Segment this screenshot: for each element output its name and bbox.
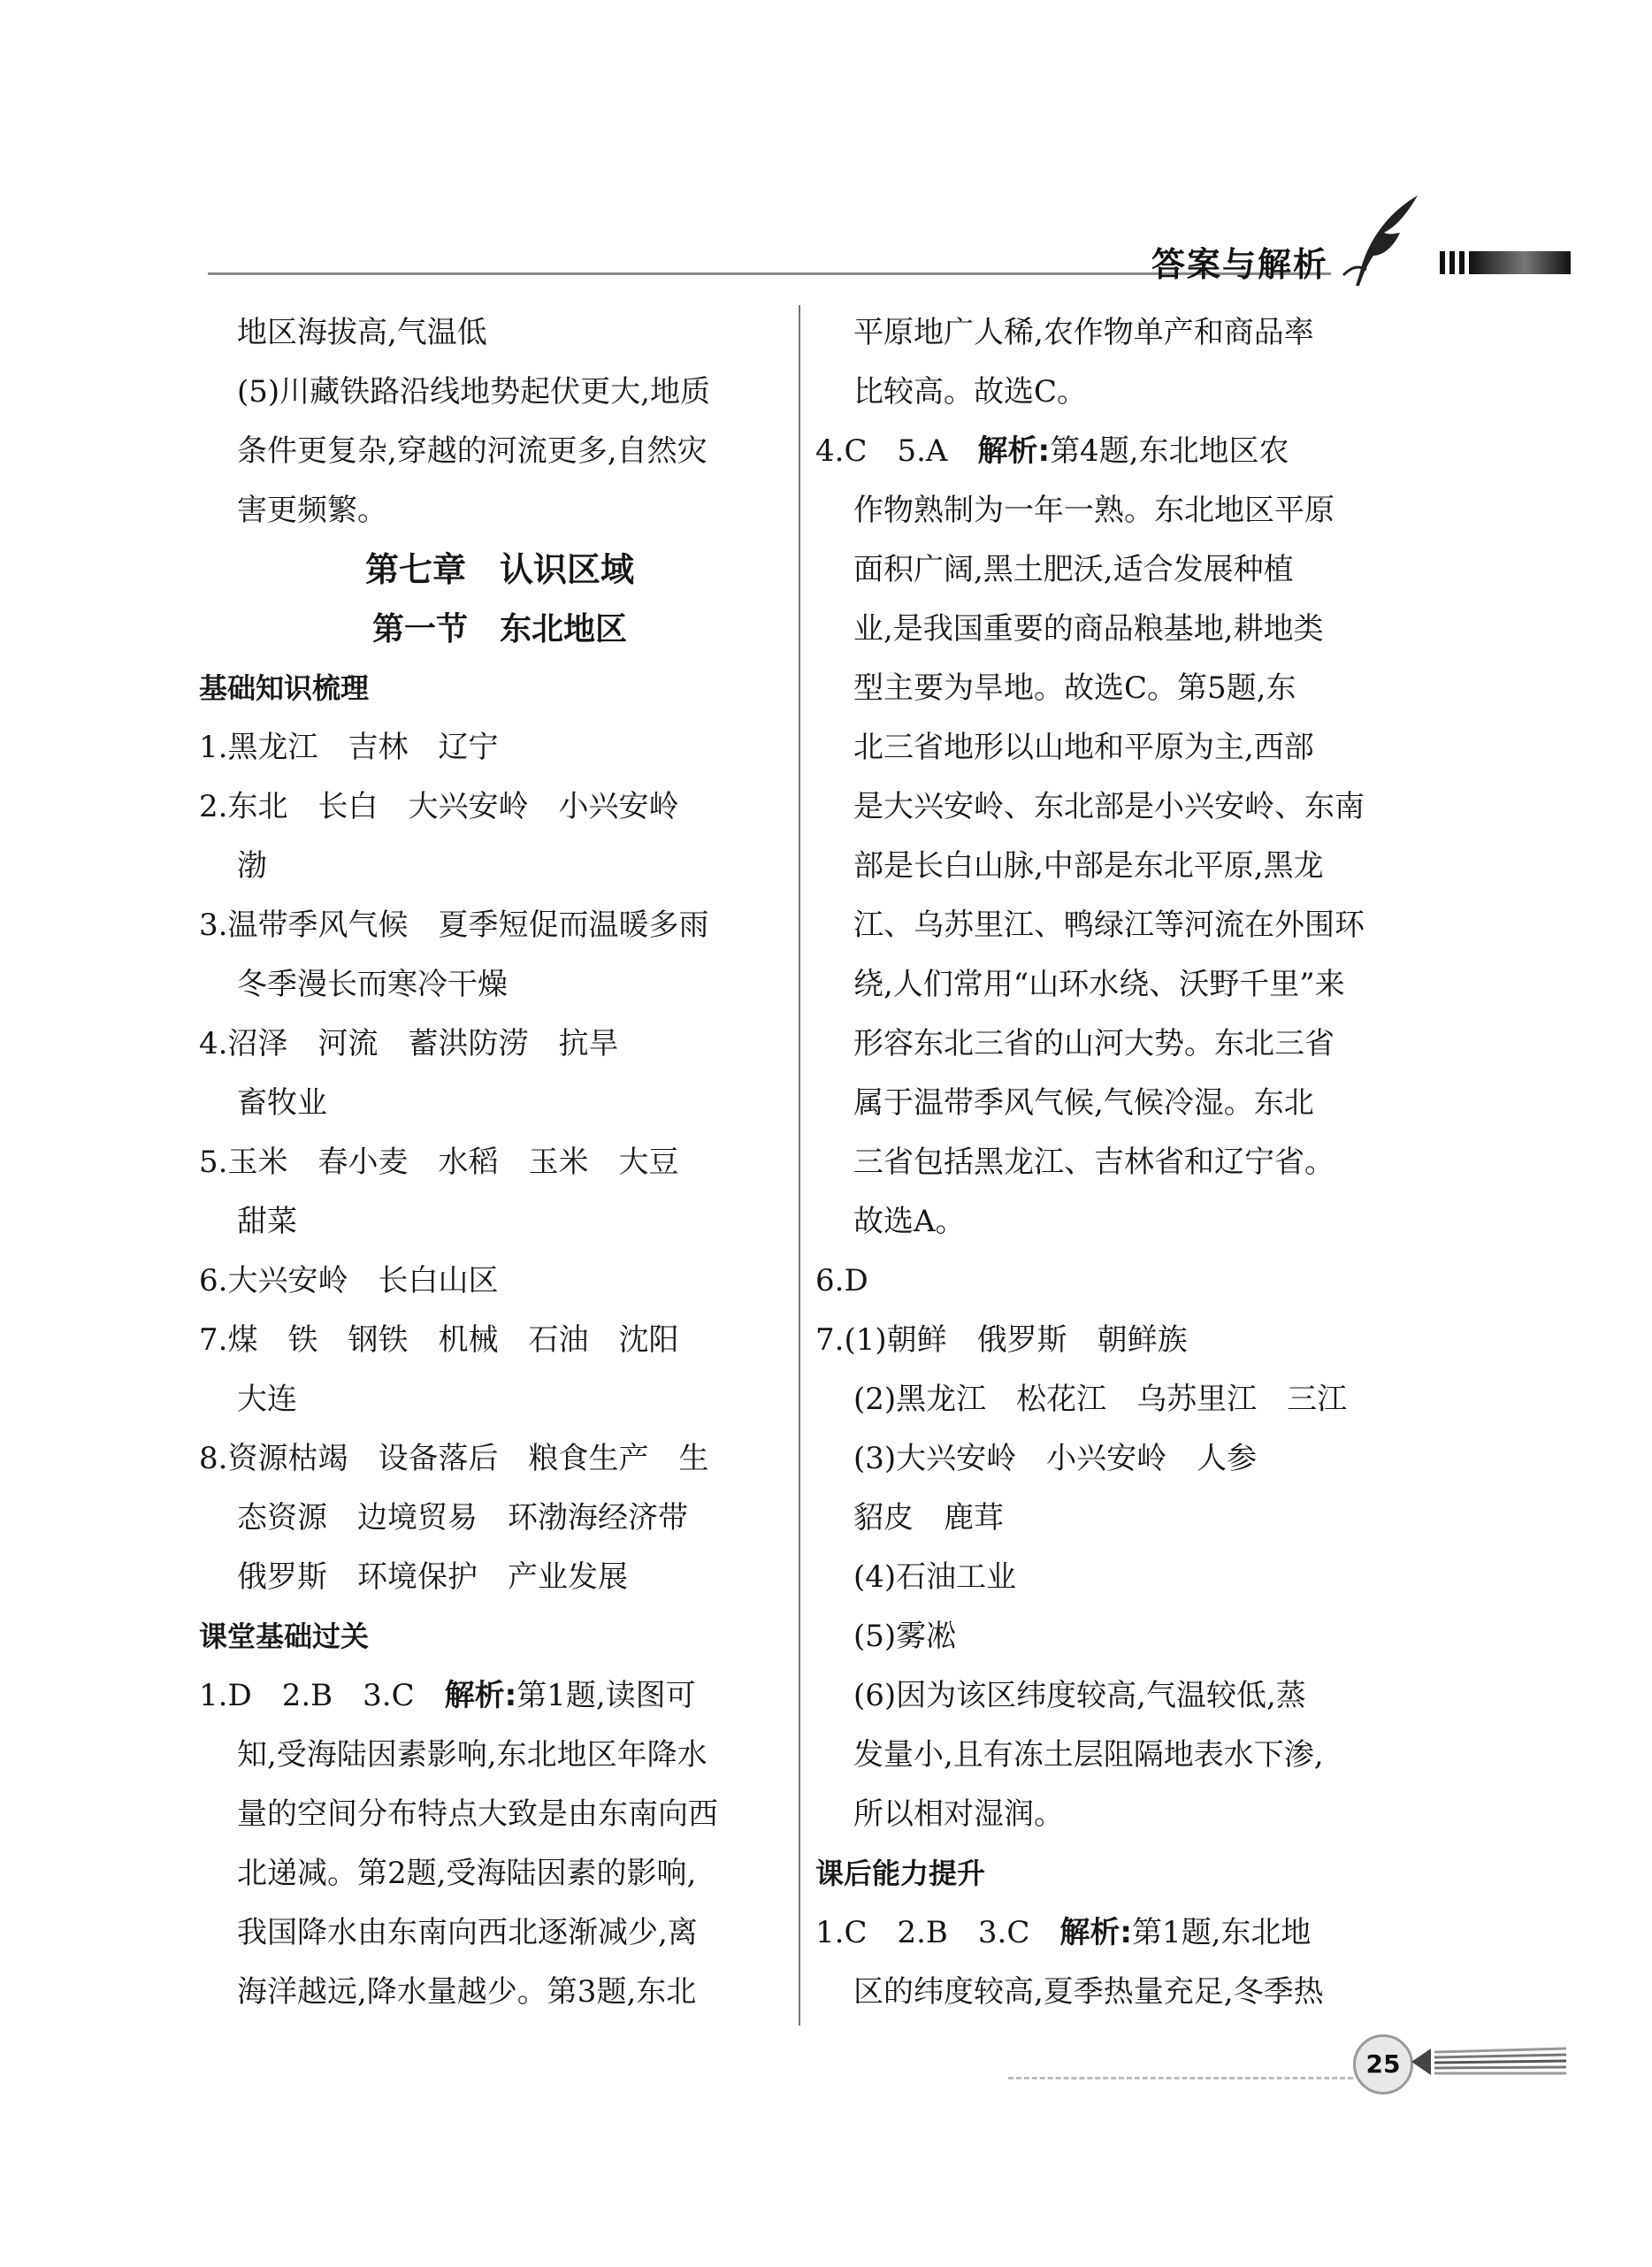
column-divider bbox=[799, 305, 800, 2026]
text-line: 业,是我国重要的商品粮基地,耕地类 bbox=[853, 611, 1324, 647]
answer-item bbox=[815, 422, 1412, 481]
text-line: 故选A。 bbox=[853, 1204, 966, 1239]
answer-item: 5.玉米 春小麦 水稻 玉米 大豆 bbox=[199, 1145, 679, 1180]
answer-item: 1.黑龙江 吉林 辽宁 bbox=[199, 730, 499, 765]
text-line: 平原地广人稀,农作物单产和商品率 bbox=[853, 315, 1314, 350]
answer-item bbox=[815, 1903, 1412, 1963]
text-line: 貂皮 鹿茸 bbox=[853, 1500, 1004, 1536]
answer-item: 7.煤 铁 钢铁 机械 石油 沈阳 bbox=[199, 1322, 679, 1358]
header-decoration-bars bbox=[1440, 249, 1571, 276]
text-line: 海洋越远,降水量越少。第3题,东北 bbox=[237, 1974, 697, 2010]
subsection-heading: 课堂基础过关 bbox=[199, 1620, 370, 1653]
analysis-label: 解析: bbox=[444, 1678, 517, 1713]
text-line: 量的空间分布特点大致是由东南向西 bbox=[237, 1796, 718, 1832]
text-line: 条件更复杂,穿越的河流更多,自然灾 bbox=[237, 433, 707, 469]
header-title: 答案与解析 bbox=[1151, 245, 1329, 284]
text-line: 是大兴安岭、东北部是小兴安岭、东南 bbox=[853, 789, 1365, 824]
section-heading: 第一节 东北地区 bbox=[371, 611, 627, 647]
text-line: (3)大兴安岭 小兴安岭 人参 bbox=[853, 1441, 1258, 1476]
text-line: 区的纬度较高,夏季热量充足,冬季热 bbox=[853, 1974, 1324, 2010]
answer-item: 6.大兴安岭 长白山区 bbox=[199, 1263, 499, 1298]
answer-item: 4.沼泽 河流 蓄洪防涝 抗旱 bbox=[199, 1026, 619, 1061]
subsection-heading: 基础知识梳理 bbox=[199, 671, 370, 705]
text-line: 所以相对湿润。 bbox=[853, 1796, 1064, 1832]
text-line: 绕,人们常用“山环水绕、沃野千里”来 bbox=[853, 967, 1345, 1002]
text-line: 地区海拔高,气温低 bbox=[237, 315, 487, 350]
text-line: 面积广阔,黑土肥沃,适合发展种植 bbox=[853, 552, 1294, 587]
text-line: 大连 bbox=[237, 1382, 297, 1417]
text-line: 三省包括黑龙江、吉林省和辽宁省。 bbox=[853, 1145, 1335, 1180]
right-column bbox=[815, 303, 1412, 2022]
text-line: 态资源 边境贸易 环渤海经济带 bbox=[237, 1500, 688, 1536]
text-line: 发量小,且有冻土层阻隔地表水下渗, bbox=[853, 1737, 1324, 1773]
analysis-label: 解析: bbox=[977, 433, 1051, 469]
chapter-heading: 第七章 认识区域 bbox=[364, 550, 634, 589]
text-line: 甜菜 bbox=[237, 1204, 297, 1239]
text-line: 属于温带季风气候,气候冷湿。东北 bbox=[853, 1085, 1314, 1121]
text-line: 部是长白山脉,中部是东北平原,黑龙 bbox=[853, 848, 1324, 884]
text-line: 冬季漫长而寒冷干燥 bbox=[237, 967, 508, 1002]
answer-item: 2.东北 长白 大兴安岭 小兴安岭 bbox=[199, 789, 679, 824]
text-line: 俄罗斯 环境保护 产业发展 bbox=[237, 1559, 628, 1595]
footer-decoration-lines bbox=[1411, 2040, 1566, 2084]
text-line: 型主要为旱地。故选C。第5题,东 bbox=[853, 670, 1296, 706]
footer-dashed-line bbox=[1008, 2077, 1353, 2079]
text-line: 江、乌苏里江、鸭绿江等河流在外围环 bbox=[853, 908, 1365, 943]
page-number: 25 bbox=[1353, 2034, 1413, 2095]
analysis-text: 第4题,东北地区农 bbox=[1050, 433, 1289, 469]
text-line: 比较高。故选C。 bbox=[853, 374, 1088, 410]
answer-item: 6.D bbox=[815, 1263, 868, 1298]
answer-item bbox=[199, 1666, 783, 1726]
analysis-text: 第1题,读图可 bbox=[516, 1678, 696, 1713]
text-line: (6)因为该区纬度较高,气温较低,蒸 bbox=[853, 1678, 1306, 1713]
text-line: (5)雾凇 bbox=[853, 1619, 957, 1654]
text-line: 渤 bbox=[237, 848, 267, 884]
text-line: 知,受海陆因素影响,东北地区年降水 bbox=[237, 1737, 707, 1773]
answer-choices: 4.C 5.A bbox=[815, 433, 978, 469]
text-line: (2)黑龙江 松花江 乌苏里江 三江 bbox=[853, 1382, 1348, 1417]
text-line: 形容东北三省的山河大势。东北三省 bbox=[853, 1026, 1335, 1061]
text-line: 北三省地形以山地和平原为主,西部 bbox=[853, 730, 1314, 765]
analysis-label: 解析: bbox=[1059, 1915, 1132, 1950]
text-line: (5)川藏铁路沿线地势起伏更大,地质 bbox=[237, 374, 710, 410]
text-line: 畜牧业 bbox=[237, 1085, 327, 1121]
subsection-heading: 课后能力提升 bbox=[815, 1857, 986, 1890]
quill-pen-icon bbox=[1331, 190, 1437, 287]
answer-item: 3.温带季风气候 夏季短促而温暖多雨 bbox=[199, 908, 709, 943]
left-column bbox=[199, 303, 783, 2022]
text-line: (4)石油工业 bbox=[853, 1559, 1017, 1595]
answer-choices: 1.C 2.B 3.C bbox=[815, 1915, 1060, 1950]
answer-item: 7.(1)朝鲜 俄罗斯 朝鲜族 bbox=[815, 1322, 1188, 1358]
answer-item: 8.资源枯竭 设备落后 粮食生产 生 bbox=[199, 1441, 709, 1476]
text-line: 北递减。第2题,受海陆因素的影响, bbox=[237, 1856, 697, 1891]
answer-choices: 1.D 2.B 3.C bbox=[199, 1678, 445, 1713]
analysis-text: 第1题,东北地 bbox=[1131, 1915, 1312, 1950]
text-line: 我国降水由东南向西北逐渐减少,离 bbox=[237, 1915, 698, 1950]
text-line: 害更频繁。 bbox=[237, 493, 387, 528]
text-line: 作物熟制为一年一熟。东北地区平原 bbox=[853, 493, 1335, 528]
